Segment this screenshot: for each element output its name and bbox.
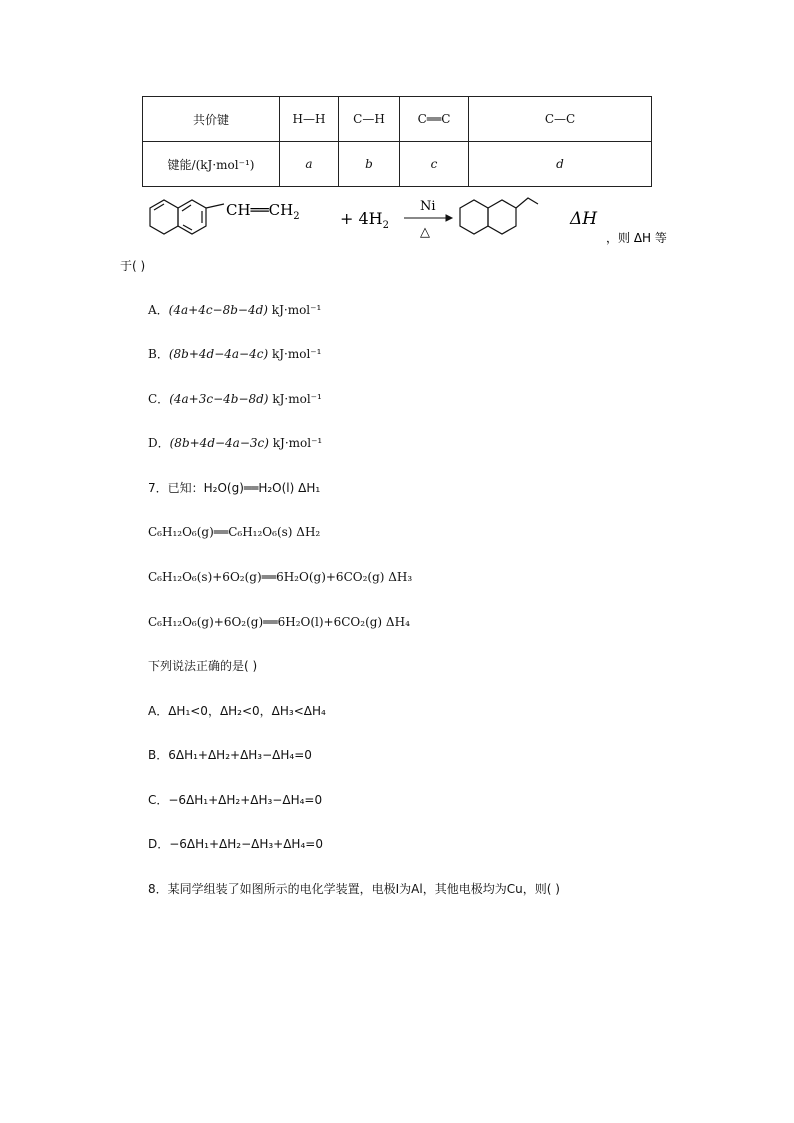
heat-symbol: △	[420, 225, 430, 240]
q7-equation-3: C₆H₁₂O₆(s)+6O₂(g)══6H₂O(g)+6CO₂(g) ΔH₃	[148, 570, 413, 584]
plus-h2: + $4H_2$	[340, 209, 389, 231]
table-header-bond: 共价键	[143, 97, 280, 142]
reaction-equation	[142, 190, 682, 246]
catalyst-label: Ni	[420, 199, 436, 214]
delta-h-label: ΔH	[570, 209, 598, 229]
q7-option-a: A．ΔH₁<0，ΔH₂<0，ΔH₃<ΔH₄	[148, 704, 326, 718]
q7-stem: 7．已知：H₂O(g)══H₂O(l) ΔH₁	[148, 481, 321, 495]
table-header-cc: C—C	[469, 97, 652, 142]
q6-option-b: B．(8b+4d−4a−4c) kJ·mol⁻¹	[148, 347, 322, 361]
table-header-hh: H—H	[280, 97, 339, 142]
q7-option-c: C．−6ΔH₁+ΔH₂+ΔH₃−ΔH₄=0	[148, 793, 323, 807]
table-cell-a: a	[280, 142, 339, 187]
reaction-tail-text: ，则 ΔH 等	[606, 231, 667, 245]
table-header-cc-double: C══C	[400, 97, 469, 142]
q6-option-a: A．(4a+4c−8b−4d) kJ·mol⁻¹	[148, 303, 322, 317]
q6-option-d: D．(8b+4d−4a−3c) kJ·mol⁻¹	[148, 436, 323, 450]
product-structure	[460, 198, 538, 234]
q8-stem: 8．某同学组装了如图所示的电化学装置，电极Ⅰ为Al，其他电极均为Cu，则( )	[148, 882, 560, 896]
reaction-arrow	[404, 215, 452, 221]
reactant-group: $CH══CH_2$	[226, 201, 300, 222]
table-header-ch: C—H	[339, 97, 400, 142]
q7-equation-2: C₆H₁₂O₆(g)══C₆H₁₂O₆(s) ΔH₂	[148, 525, 321, 539]
q7-option-d: D．−6ΔH₁+ΔH₂−ΔH₃+ΔH₄=0	[148, 837, 323, 851]
q7-equation-4: C₆H₁₂O₆(g)+6O₂(g)══6H₂O(l)+6CO₂(g) ΔH₄	[148, 615, 410, 629]
q6-option-c: C．(4a+3c−4b−8d) kJ·mol⁻¹	[148, 392, 322, 406]
q7-option-b: B．6ΔH₁+ΔH₂+ΔH₃−ΔH₄=0	[148, 748, 312, 762]
table-cell-b: b	[339, 142, 400, 187]
q6-continuation: 于( )	[120, 259, 146, 273]
table-cell-c: c	[400, 142, 469, 187]
table-cell-d: d	[469, 142, 652, 187]
reactant-structure	[150, 200, 224, 234]
q7-question: 下列说法正确的是( )	[148, 659, 258, 673]
bond-energy-table	[142, 96, 652, 187]
table-row-label: 键能/(kJ·mol⁻¹)	[143, 142, 280, 187]
